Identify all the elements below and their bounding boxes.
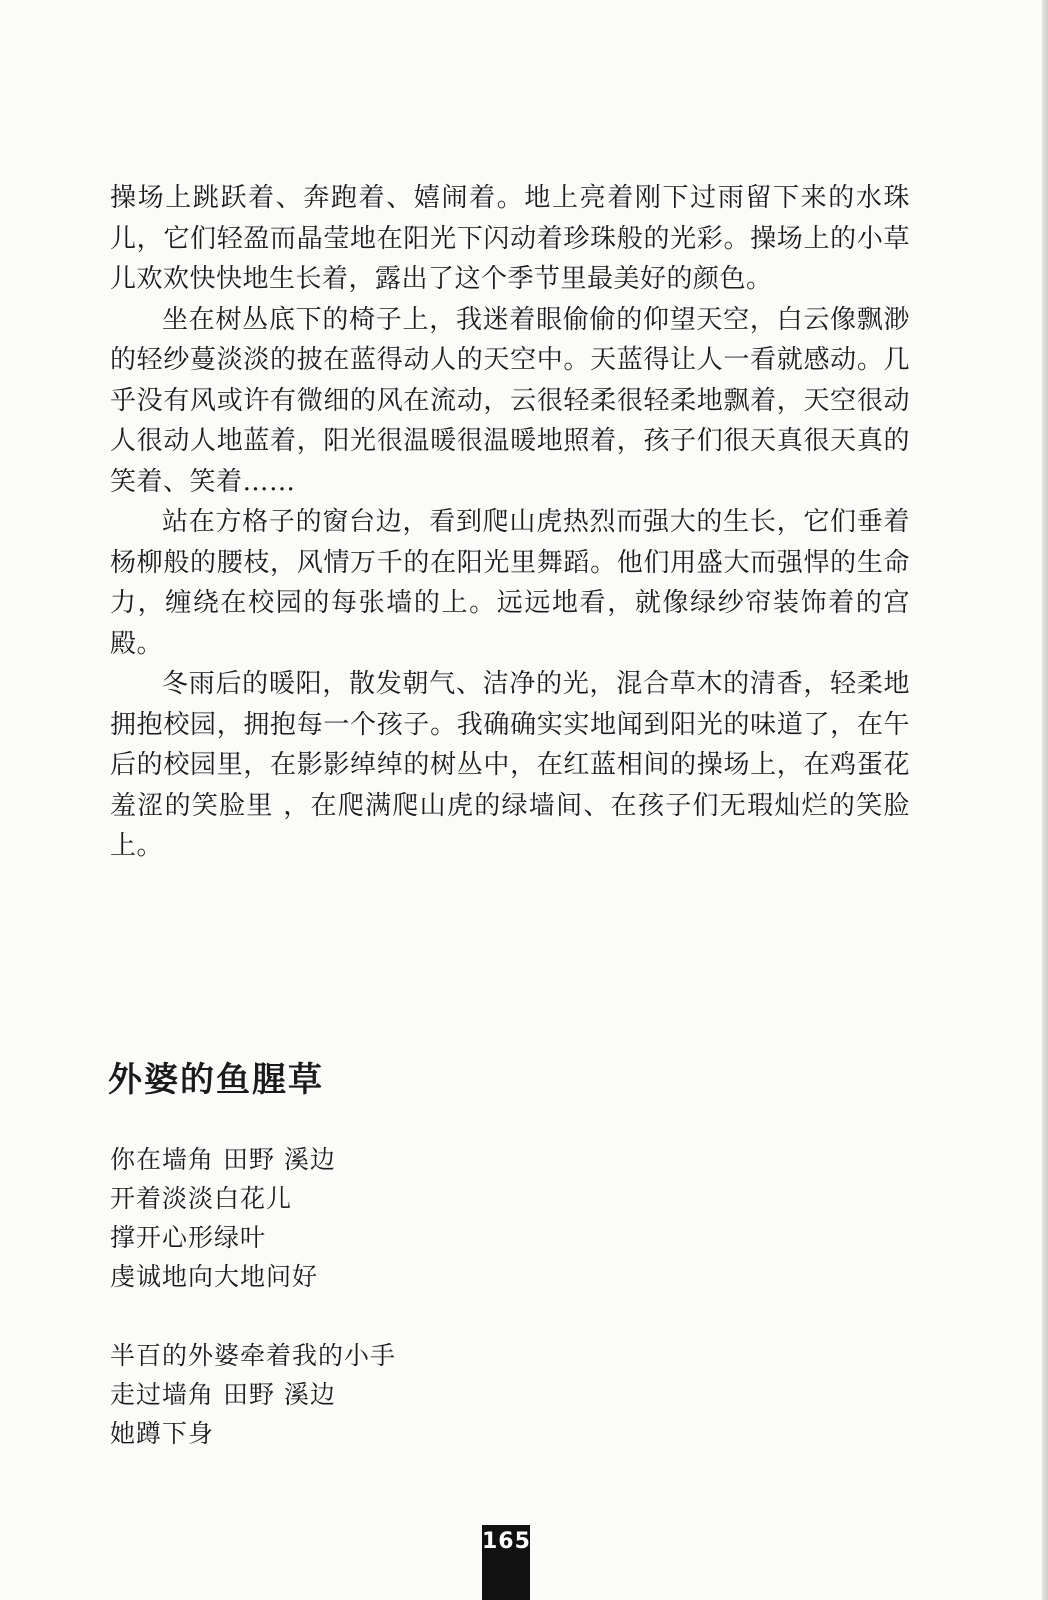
poem-title: 外婆的鱼腥草 xyxy=(108,1060,324,1100)
poem-line: 走过墙角 田野 溪边 xyxy=(110,1380,336,1409)
poem-line: 她蹲下身 xyxy=(110,1419,215,1448)
paragraph-3: 站在方格子的窗台边，看到爬山虎热烈而强大的生长，它们垂着杨柳般的腰枝，风情万千的在阳光里舞蹈。他们用盛大而强悍的生命力，缠绕在校园的每张墙的上。远远地看，就像绿纱帘装饰着的宫殿。 xyxy=(110,507,910,659)
poem-line: 半百的外婆牵着我的小手 xyxy=(110,1341,397,1370)
poem-line: 开着淡淡白花儿 xyxy=(110,1184,293,1213)
paragraph-2: 坐在树丛底下的椅子上，我迷着眼偷偷的仰望天空，白云像飘渺的轻纱蔓淡淡的披在蓝得动人的天空中。天蓝得让人一看就感动。几乎没有风或许有微细的风在流动，云很轻柔很轻柔地飘着，天空很动人很动人地蓝着，阳光很温暖很温暖地照着，孩子们很天真很天真的笑着、笑着…… xyxy=(110,304,910,497)
poem-stanza-1 xyxy=(110,1140,710,1296)
poem-stanza-2 xyxy=(110,1336,710,1453)
page-number: 165 xyxy=(482,1525,530,1600)
poem-body xyxy=(110,1140,710,1493)
poem-line: 虔诚地向大地问好 xyxy=(110,1262,319,1291)
paragraph-1: 操场上跳跃着、奔跑着、嬉闹着。地上亮着刚下过雨留下来的水珠儿，它们轻盈而晶莹地在阳光下闪动着珍珠般的光彩。操场上的小草儿欢欢快快地生长着，露出了这个季节里最美好的颜色。 xyxy=(110,183,910,294)
paragraph-4: 冬雨后的暖阳，散发朝气、洁净的光，混合草木的清香，轻柔地拥抱校园，拥抱每一个孩子。我确确实实地闻到阳光的味道了，在午后的校园里，在影影绰绰的树丛中，在红蓝相间的操场上，在鸡蛋花羞涩的笑脸里 ，在爬满爬山虎的绿墙间、在孩子们无瑕灿烂的笑脸上。 xyxy=(110,669,910,861)
poem-line: 你在墙角 田野 溪边 xyxy=(110,1145,336,1174)
poem-line: 撑开心形绿叶 xyxy=(110,1223,267,1252)
page-edge-shadow xyxy=(1042,0,1048,1600)
prose-section xyxy=(110,178,910,867)
